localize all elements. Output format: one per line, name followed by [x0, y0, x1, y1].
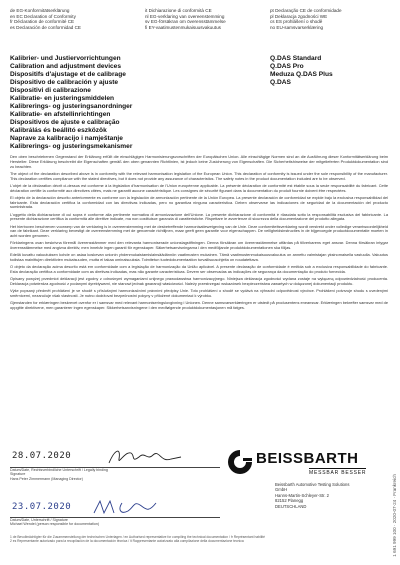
address-line: 82152 Planegg	[275, 498, 304, 504]
beissbarth-swoosh-icon	[226, 448, 254, 476]
body-paragraph: Edellä kuvattu vakuutuksen kohde on asiaa koskevan unionin yhdenmukaistamislainsäädännön vaatimusten mukainen. Tämä vaatimustenmukaisuusvakuutus on annettu valmistajan yksinomaisella vastuulla. Vakuutus todistaa mainittujen direktiivien mukaisuuden, mutta ei takaa ominaisuuksia. Toimitetun tuotedokumentaation turvallisuusohjeita on noudatettava.	[10, 252, 388, 263]
product-category-titles	[10, 55, 240, 151]
header-column-1	[10, 8, 81, 30]
document-code: 1 691 999 100 · 2020-07-24 · Frankreich	[392, 474, 397, 557]
product-name: Q.DAS Standard	[270, 55, 322, 62]
title-line: Dispositivo de calibración y ajuste	[10, 79, 119, 86]
header-line: it Dichiarazione di conformità CE	[145, 8, 212, 13]
signatory-name: Michael Wendel (person responsible for documentation)	[10, 522, 100, 527]
logo-tagline: MESSBAR BESSER	[309, 470, 367, 476]
address-line: Hanns-Martin-Schleyer-Str. 2	[275, 492, 329, 498]
footnotes	[10, 535, 385, 543]
header-line: pt Declaração CE de conformidade	[270, 8, 342, 13]
title-line: Kalibratie- en justeringsmiddelen	[10, 95, 115, 102]
product-name: Meduza Q.DAS Plus	[270, 71, 333, 78]
header-line: sv EG-försäkran om överensstämmelse	[145, 19, 226, 25]
header-line: fr Déclaration de conformité CE	[10, 19, 75, 25]
logo-wordmark: BEISSBARTH	[256, 450, 359, 467]
body-paragraph: Het hierboven beschreven voorwerp van de verklaring is in overeenstemming met de desbetreffende harmonisatiewetgeving van de Unie. Deze conformiteitsverklaring wordt verstrekt onder volledige verantwoordelijkheid van de fabrikant. Deze verklaring bevestigt de overeenstemming met de genoemde richtlijnen, maar geeft geen garantie voor eigenschappen. De veiligheidsinstructies in de bijgevoegde productdocumentatie moeten in acht worden genomen.	[10, 223, 388, 239]
title-line: Calibration and adjustment devices	[10, 63, 122, 70]
title-line: Kalibratie- en afstellinrichtingen	[10, 111, 111, 118]
body-paragraph: L'objet de la déclaration décrit ci-dessus est conforme à la législation d'harmonisation de l'Union européenne applicable. La présente déclaration de conformité est établie sous la seule responsabilité du fabricant. Cette déclaration certifie la conformité aux directives citées, mais ne garantit aucune caractéristique. Les consignes de sécurité figurant dans la documentation du produit fournie doivent être respectées.	[10, 182, 388, 193]
declaration-body	[10, 155, 388, 313]
header-column-2	[145, 8, 226, 30]
body-paragraph: L'oggetto della dichiarazione di cui sopra è conforme alla pertinente normativa di armonizzazione dell'Unione. La presente dichiarazione di conformità è rilasciata sotto la responsabilità esclusiva del fabbricante. La presente dichiarazione certifica la conformità alle direttive indicate, ma non costituisce garanzia di caratteristiche. Rispettare le avvertenze di sicurezza della documentazione del prodotto allegata.	[10, 211, 388, 222]
signature-block-documentation	[10, 497, 220, 527]
address-line: DEUTSCHLAND	[275, 503, 307, 509]
header-column-3	[270, 8, 342, 30]
body-paragraph: Den oben beschriebenen Gegenstand der Erklärung erfüllt die einschlägigen Harmonisierungsvorschriften der Europäischen Union. Alle einschlägige Normen sind an die Ausführung dieser Konformitätserklärung beim Hersteller. Diese Erklärung beschreibt die Eigenschaften gemäß den oben genannten Richtlinien, ist jedoch keine Zusicherung von Eigenschaften. Die Sicherheitshinweise der mitgelieferten Produktdokumentation sind zu beachten.	[10, 154, 388, 169]
signature-caption: Datum/Date, Rechtsverbindliche Unterschrift / Legally binding	[10, 468, 108, 472]
address-line: GmbH	[275, 487, 288, 493]
body-paragraph: Výše popsaný předmět prohlášení je ve shodě s příslušnými harmonizačními právními předpisy Unie. Toto prohlášení o shodě se vydává na výhradní odpovědnost výrobce. Prohlášení potvrzuje shodu s uvedenými směrnicemi, nezaručuje však vlastnosti. Je nutno dodržovat bezpečnostní pokyny v přiložené dokumentaci k výrobku.	[10, 288, 388, 299]
signature-block-managing-director	[10, 445, 220, 481]
footnote: 1 de Bevollmächtigter für die Zusammenstellung der technischen Unterlagen / en Authorised representative for compiling the technical documentation / fr Représentant habilité	[10, 535, 265, 539]
handwritten-signature	[90, 497, 160, 517]
body-paragraph: The object of the declaration described above is in conformity with the relevant harmonisation legislation of the European Union. This declaration of conformity is issued under the sole responsibility of the manufacturer. This declaration certifies compliance with the stated directives, but it does not provide any assurance of characteristics. The safety notes in the product documentation included are to be observed.	[10, 170, 388, 181]
title-line: Dispositivi di calibrazione	[10, 87, 91, 94]
title-line: Naprave za kalibracijo i namještanje	[10, 135, 123, 142]
signature-date: 28.07.2020	[12, 451, 72, 461]
header-line: nl EG-verklaring van overeenstemming	[145, 13, 225, 19]
header-line: de EG-Konformitätserklärung	[10, 8, 70, 13]
signature-caption: Signature	[10, 472, 26, 477]
company-logo	[226, 448, 386, 478]
header-line: en EC Declaration of Conformity	[10, 13, 76, 19]
signature-caption: Datum/Date, Unterschrift / Signature	[10, 518, 68, 522]
title-line: Kalibrier- und Justiervorrichtungen	[10, 55, 121, 62]
body-paragraph: O objeto da declaração acima descrito está em conformidade com a legislação de harmonização da União aplicável. A presente declaração de conformidade é emitida sob a exclusiva responsabilidade do fabricante. Esta declaração certifica a conformidade com as diretivas indicadas, mas não garante características. Devem ser observadas as indicações de segurança da documentação do produto fornecida.	[10, 264, 388, 275]
body-paragraph: Opisany powyżej przedmiot deklaracji jest zgodny z odnośnymi wymaganiami unijnego prawodawstwa harmonizacyjnego. Niniejsza deklaracja zgodności wydana zostaje na wyłączną odpowiedzialność producenta. Deklaracja potwierdza zgodność z podanymi dyrektywami, nie stanowi jednak gwarancji właściwości. Należy przestrzegać wskazówek bezpieczeństwa zawartych w dołączonej dokumentacji produktu.	[10, 276, 388, 287]
product-list	[270, 55, 333, 87]
manufacturer-address	[275, 482, 349, 509]
product-name: Q.DAS	[270, 79, 291, 86]
product-name: Q.DAS Pro	[270, 63, 304, 70]
title-line: Kalibrálás és beállító eszközök	[10, 127, 107, 134]
body-paragraph: Gjenstanden for erklæringen beskrevet ovenfor er i samsvar med relevant harmoniseringslovgivning i Unionen. Denne samsvarserklæringen er utstedt på produsentens eneansvar. Erklæringen bekrefter samsvar med de oppgitte direktivene, men garanterer ingen egenskaper. Sikkerhetsanvisningene i den medfølgende produktdokumentasjonen må følges.	[10, 300, 388, 311]
address-line: Beissbarth Automotive Testing Solutions	[275, 482, 350, 487]
title-line: Dispositivos de ajuste e calibração	[10, 119, 120, 126]
title-line: Kalibrerings- og justeringsanordninger	[10, 103, 133, 110]
body-paragraph: El objeto de la declaración descrito anteriormente es conforme con la legislación de armonización pertinente de la Unión Europea. La presente declaración de conformidad se expide bajo la exclusiva responsabilidad del fabricante. Esta declaración certifica la conformidad con las directivas indicadas, pero no garantiza ninguna característica. Deben observarse las indicaciones de seguridad de la documentación del producto suministrada.	[10, 194, 388, 210]
header-line: es Declaración de conformidad CE	[10, 24, 81, 30]
handwritten-signature	[105, 445, 185, 467]
signatory-name: Hans Peter Zimmermann (Managing Director)	[10, 476, 83, 481]
footnote: 2 es Representante autorizado para la recopilación de la documentación técnica / it Rappresentante autorizzato alla compilazione della documentazione tecnica	[10, 539, 244, 543]
header-line: cs ES prohlášení o shodě	[270, 19, 323, 25]
body-paragraph: Förklaringens ovan beskrivna föremål överensstämmer med den relevanta harmoniserade unionslagstiftningen. Denna försäkran om överensstämmelse utfärdas på tillverkarens eget ansvar. Denna försäkran intygar överensstämmelse med angivna direktiv, men innebär ingen garanti för egenskaper. Säkerhetsanvisningarna i den medföljande produktdokumentationen ska följas.	[10, 240, 388, 251]
title-line: Kalibrerings- og justeringsmekanismer	[10, 143, 133, 150]
header-line: no EU-samsvarserklæring	[270, 24, 324, 30]
header-line: pl Deklaracja zgodności WE	[270, 13, 328, 19]
signature-date: 23.07.2020	[12, 502, 72, 512]
header-line: fi EY-vaatimustenmukaisuusvakuutus	[145, 24, 221, 30]
title-line: Dispositifs d'ajustage et de calibrage	[10, 71, 126, 78]
